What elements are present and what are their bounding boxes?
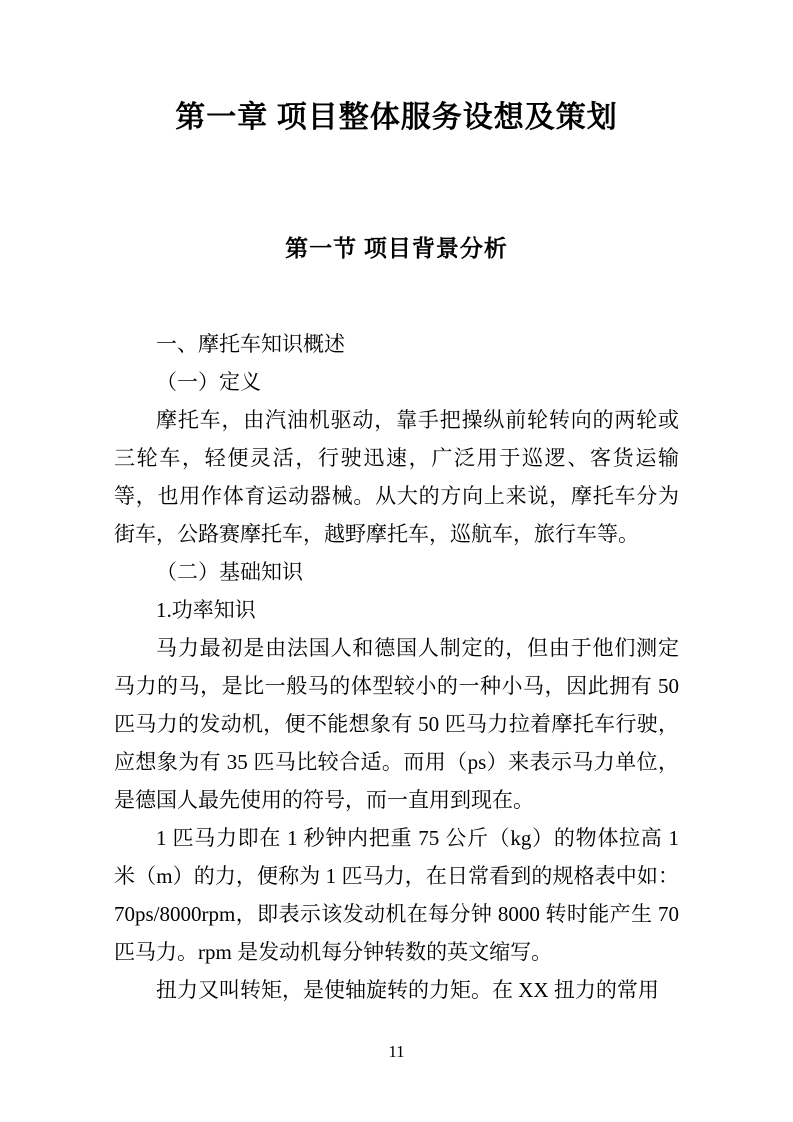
section-title: 第一节 项目背景分析 [285, 236, 508, 261]
paragraph-torque-intro: 扭力又叫转矩，是使轴旋转的力矩。在 XX 扭力的常用 [156, 978, 659, 1002]
page-number: 11 [388, 1042, 405, 1061]
paragraph-heading-power: 1.功率知识 [156, 598, 256, 622]
document-body [114, 325, 679, 1009]
chapter-title: 第一章 项目整体服务设想及策划 [175, 101, 618, 134]
paragraph-definition-text: 摩托车，由汽油机驱动，靠手把操纵前轮转向的两轮或三轮车，轻便灵活，行驶迅速，广泛用于巡逻、客货运输等，也用作体育运动器械。从大的方向上来说，摩托车分为街车，公路赛摩托车，越野摩托车，巡航车，旅行车等。 [114, 408, 679, 546]
paragraph-heading-overview: 一、摩托车知识概述 [156, 332, 345, 356]
paragraph-heading-basics: （二）基础知识 [156, 560, 303, 584]
paragraph-horsepower-definition: 1 匹马力即在 1 秒钟内把重 75 公斤（kg）的物体拉高 1 米（m）的力，便称为 1 匹马力，在日常看到的规格表中如：70ps/8000rpm，即表示该发动机在每分钟 8000 转时能产生 70 匹马力。rpm 是发动机每分钟转数的英文缩写。 [114, 826, 679, 964]
paragraph-horsepower-history: 马力最初是由法国人和德国人制定的，但由于他们测定马力的马，是比一般马的体型较小的一种小马，因此拥有 50 匹马力的发动机，便不能想象有 50 匹马力拉着摩托车行驶，应想象为有 35 匹马比较合适。而用（ps）来表示马力单位，是德国人最先使用的符号，而一直用到现在。 [114, 636, 679, 812]
paragraph-heading-definition: （一）定义 [156, 370, 261, 394]
